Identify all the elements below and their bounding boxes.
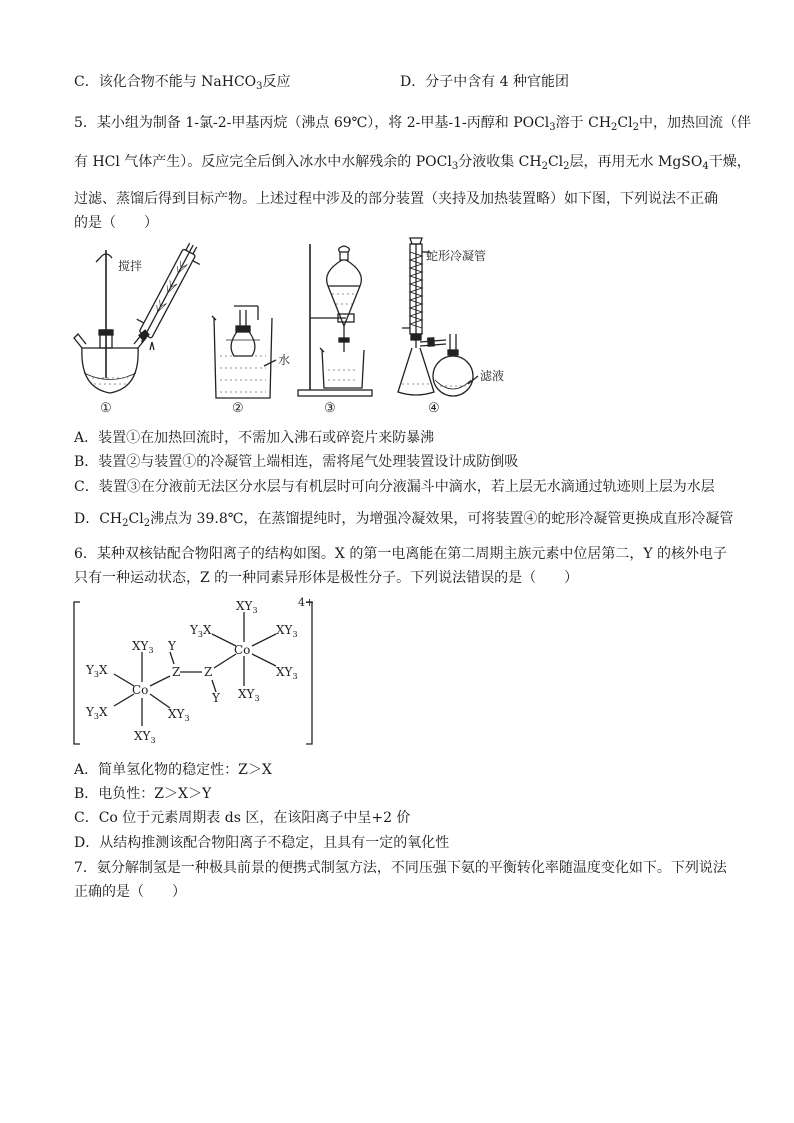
caption-2: ② <box>232 401 244 416</box>
co-left: Co <box>132 683 149 697</box>
q6-stem-line1: 6．某种双核钴配合物阳离子的结构如图。X 的第一电离能在第二周期主族元素中位居第二，Y 的核外电子 <box>74 546 728 562</box>
filtrate-label: 滤液 <box>480 369 505 383</box>
water-label: 水 <box>278 353 291 367</box>
q5-stem-line2: 有 HCl 气体产生）。反应完全后倒入冰水中水解残余的 POCl$_3$分液收集 $CH_2Cl_2$层，再用无水 MgSO$_4$干燥， <box>74 154 751 172</box>
stir-label: 搅拌 <box>118 259 143 273</box>
apparatus-1-reflux <box>74 238 206 393</box>
apparatus-4-distillation <box>398 238 504 396</box>
cobalt-complex-structure <box>72 594 332 754</box>
svg-text:Y: Y <box>168 639 176 653</box>
q7-stem-line2: 正确的是（ ） <box>74 884 186 900</box>
q5-option-d: D．$CH_2Cl_2$沸点为 39.8℃，在蒸馏提纯时，为增强冷凝效果，可将装置④的蛇形冷凝管更换成直形冷凝管 <box>74 511 734 529</box>
svg-text:Z: Z <box>204 665 213 679</box>
svg-text:XY3: $XY_3$ <box>134 729 156 745</box>
q5-stem-line3: 过滤、蒸馏后得到目标产物。上述过程中涉及的部分装置（夹持及加热装置略）如下图，下列说法不正确 <box>74 191 718 207</box>
q6-option-b: B．电负性：Z＞X＞Y <box>74 786 212 802</box>
q5-stem-line4: 的是（ ） <box>74 215 158 231</box>
q6-option-a: A．简单氢化物的稳定性：Z＞X <box>74 762 272 778</box>
apparatus-figure <box>70 238 505 418</box>
q5-option-b: B．装置②与装置①的冷凝管上端相连，需将尾气处理装置设计成防倒吸 <box>74 454 519 470</box>
svg-text:XY3: $XY_3$ <box>132 639 154 655</box>
caption-3: ③ <box>324 401 336 416</box>
q6-option-c: C．Co 位于元素周期表 ds 区，在该阳离子中呈+2 价 <box>74 810 411 826</box>
q5-option-c: C．装置③在分液前无法区分水层与有机层时可向分液漏斗中滴水，若上层无水滴通过轨迹则上层为水层 <box>74 479 715 495</box>
q5-stem-line1: 5．某小组为制备 1-氯-2-甲基丙烷（沸点 69℃），将 2-甲基-1-丙醇和 POCl$_3$溶于 $CH_2Cl_2$中，加热回流（伴 <box>74 115 751 133</box>
svg-text:Z: Z <box>172 665 181 679</box>
caption-4: ④ <box>428 401 440 416</box>
svg-text:Y3X: $Y_3X$ <box>190 623 212 639</box>
condenser-label: 蛇形冷凝管 <box>426 249 487 263</box>
svg-text:XY3: $XY_3$ <box>236 599 258 615</box>
apparatus-2-gas-absorption <box>212 306 290 398</box>
charge-label: 4+ <box>298 596 315 609</box>
q7-stem-line1: 7．氨分解制氢是一种极具前景的便携式制氢方法，不同压强下氨的平衡转化率随温度变化如下。下列说法 <box>74 860 727 876</box>
q6-option-d: D．从结构推测该配合物阳离子不稳定，且具有一定的氧化性 <box>74 835 450 851</box>
q6-stem-line2: 只有一种运动状态，Z 的一种同素异形体是极性分子。下列说法错误的是（ ） <box>74 570 579 586</box>
svg-text:XY3: $XY_3$ <box>276 623 298 639</box>
apparatus-3-separatory-funnel <box>298 244 372 396</box>
svg-text:Y3X: $Y_3X$ <box>86 705 108 721</box>
svg-text:Y: Y <box>212 691 220 705</box>
prev-option-c: C．该化合物不能与 NaHCO$_3$反应 <box>74 74 291 92</box>
co-right: Co <box>234 643 251 657</box>
q5-option-a: A．装置①在加热回流时，不需加入沸石或碎瓷片来防暴沸 <box>74 430 435 446</box>
caption-1: ① <box>100 401 112 416</box>
svg-text:XY3: $XY_3$ <box>168 707 190 723</box>
svg-text:Y3X: $Y_3X$ <box>86 663 108 679</box>
prev-option-d: D．分子中含有 4 种官能团 <box>400 74 570 90</box>
svg-text:XY3: $XY_3$ <box>238 687 260 703</box>
svg-text:XY3: $XY_3$ <box>276 665 298 681</box>
